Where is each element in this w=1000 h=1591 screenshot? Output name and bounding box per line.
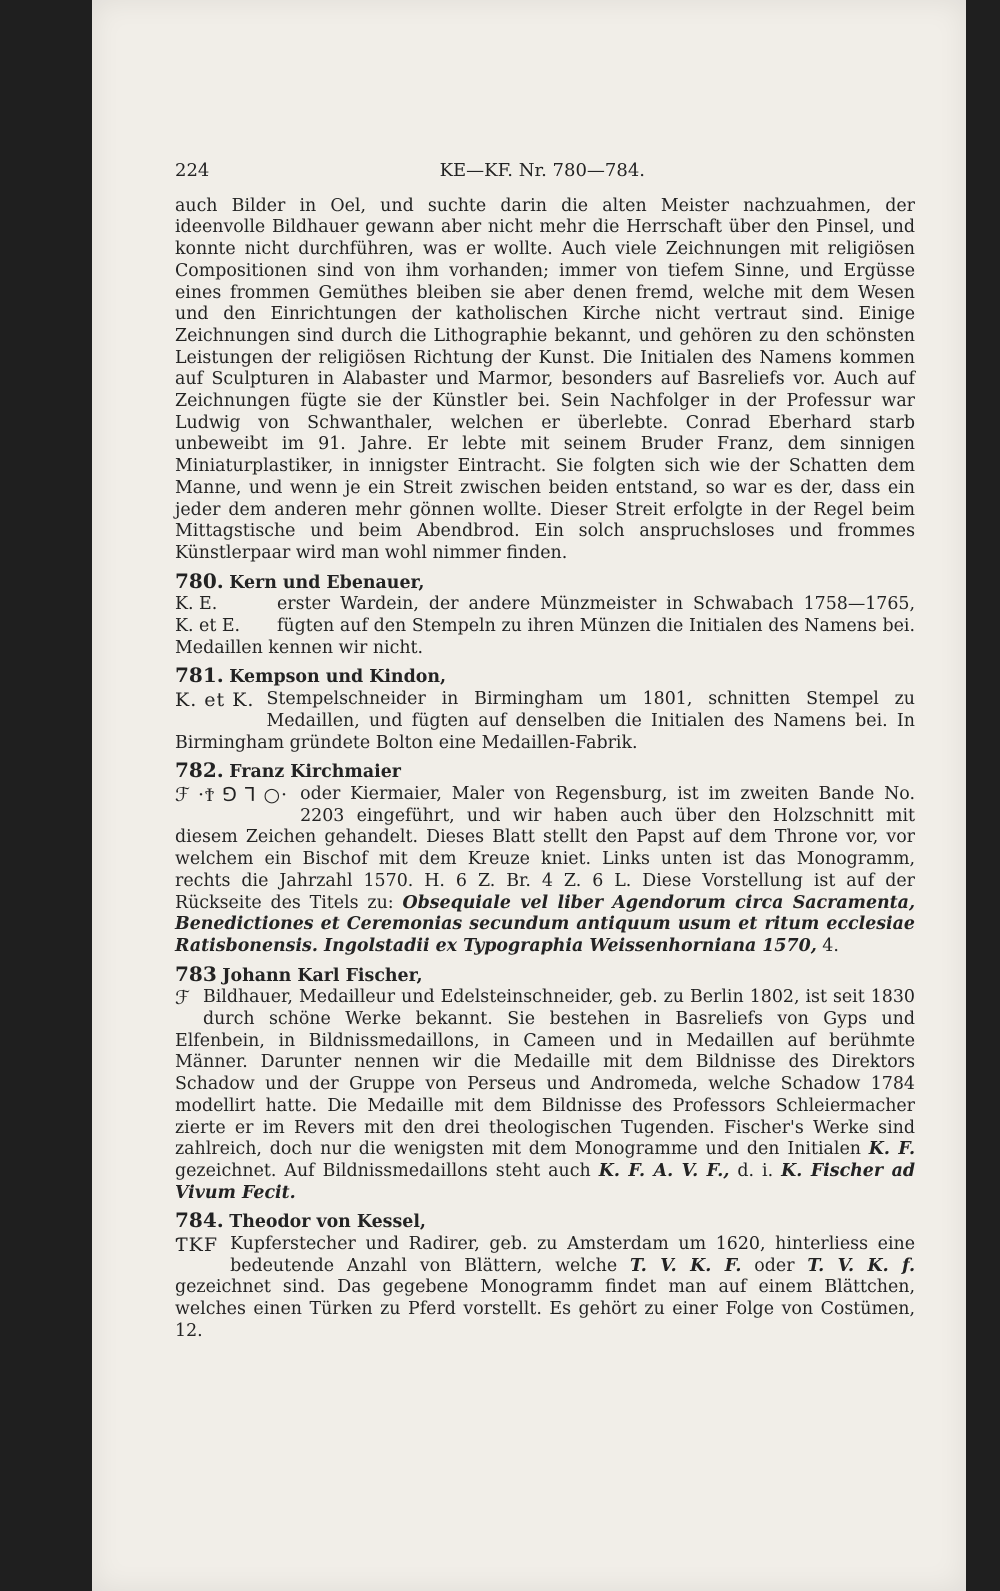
monogram: ƬKF (175, 1234, 219, 1257)
entry-text: Stempelschneider in Birmingham um 1801, schnitten Stempel zu Medaillen, und fügten auf denselben die Initialen des Namens bei. In Birmingham gründete Bolton eine Medaillen-Fabrik. (175, 689, 915, 753)
entry-name: Johann Karl Fischer, (222, 965, 423, 986)
entry-text-end: 4. (822, 935, 839, 956)
monogram-line: K. E. (175, 594, 218, 615)
entry-number: 783 (175, 961, 217, 986)
entry-text: oder (754, 1255, 795, 1276)
entry-text: oder Kiermaier, Maler von Regensburg, ist im zweiten Bande No. 2203 eingeführt, und wir haben auch über den Holzschnitt mit diesem Zeichen gehandelt. Dieses Blatt stellt den Papst auf dem Throne vor, vor welchem ein Bischof mit dem Kreuze kniet. Links unten ist das Monogramm, rechts die Jahrzahl 1570. H. 6 Z. Br. 4 Z. 6 L. Diese Vorstellung ist auf der Rückseite des Titels zu: (175, 783, 915, 913)
entry-text: erster Wardein, der andere Münzmeister in Schwabach 1758—1765, fügten auf den Stempeln zu ihren Münzen die Initialen des Namens bei. Medaillen kennen wir nicht. (175, 594, 915, 658)
running-title: KE—KF. Nr. 780—784. (439, 160, 645, 181)
entry-784 (175, 1210, 915, 1342)
entry-name: Kern und Ebenauer, (229, 572, 425, 593)
monogram: K. et K. (175, 689, 255, 712)
entry-name: Franz Kirchmaier (229, 762, 401, 783)
page-number: 224 (175, 160, 210, 181)
initials: T. V. K. F. (630, 1255, 742, 1276)
monogram: ℱ ·Ϯ ⅁ ⅂ ○· (175, 783, 289, 806)
page-header (175, 160, 645, 182)
book-page (92, 0, 966, 1591)
book-title: Obsequiale vel liber Agendorum circa Sacramenta, Benedictiones et Ceremonias secundum antiquum usum et ritum ecclesiae Ratisbonensis. Ingolstadii ex Typographia Weissenhorniana 1570, (175, 892, 916, 956)
entry-text: gezeichnet sind. Das gegebene Monogramm findet man auf einem Blättchen, welches einen Türken zu Pferd vorstellt. Es gehört zu einer Folge von Costümen, 12. (175, 1277, 915, 1341)
monogram-line: K. et E. (175, 616, 241, 637)
entry-text: Kupferstecher und Radirer, geb. zu Amsterdam um 1620, hinterliess eine bedeutende Anzahl von Blättern, welche (230, 1234, 915, 1276)
entry-number: 781. (175, 663, 224, 688)
entry-number: 780. (175, 568, 224, 593)
entry-name: Kempson und Kindon, (229, 667, 447, 688)
entry-782 (175, 760, 915, 957)
initials: T. V. K. f. (807, 1255, 916, 1276)
entry-text: d. i. (737, 1160, 774, 1181)
monogram: ℱ (175, 987, 191, 1010)
entry-text: gezeichnet. Auf Bildnissmedaillons steht auch (175, 1160, 591, 1181)
entry-781 (175, 665, 915, 754)
entry-780 (175, 568, 915, 660)
signature-text: K. Fischer ad Vivum Fecit. (175, 1160, 915, 1203)
page-text (175, 160, 915, 1343)
monogram-group (175, 594, 271, 637)
entry-number: 782. (175, 758, 224, 783)
entry-number: 784. (175, 1208, 224, 1233)
intro-paragraph: auch Bilder in Oel, und suchte darin die alten Meister nachzuahmen, der ideenvolle Bildhauer gewann aber nicht mehr die Herrschaft über den Pinsel, und konnte nicht durchführen, was er wollte. Auch viele Zeichnungen mit religiösen Compositionen sind von ihm vorhanden; immer von tiefem Sinne, und Ergüsse eines frommen Gemüthes bleiben sie aber denen fremd, welche mit dem Wesen und den Einrichtungen der katholischen Kirche nicht vertraut sind. Einige Zeichnungen sind durch die Lithographie bekannt, und gehören zu den schönsten Leistungen der religiösen Richtung der Kunst. Die Initialen des Namens kommen auf Sculpturen in Alabaster und Marmor, besonders auf Basreliefs vor. Auch auf Zeichnungen fügte sie der Künstler bei. Sein Nachfolger in der Professur war Ludwig von Schwanthaler, welchen er überlebte. Conrad Eberhard starb unbeweibt im 91. Jahre. Er lebte mit seinem Bruder Franz, dem sinnigen Miniaturplastiker, in innigster Eintracht. Sie folgten sich wie der Schatten dem Manne, und wenn je ein Streit zwischen beiden entstand, so war es der, dass ein jeder dem anderen mehr gönnen wollte. Dieser Streit erfolgte in der Regel beim Mittagstische und beim Abendbrod. Ein solch anspruchsloses und frommes Künstlerpaar wird man wohl nimmer finden. (175, 195, 915, 563)
initials: K. F. A. V. F., (598, 1160, 730, 1181)
entry-text: Bildhauer, Medailleur und Edelsteinschneider, geb. zu Berlin 1802, ist seit 1830 durch schöne Werke bekannt. Sie bestehen in Basreliefs von Gyps und Elfenbein, in Bildnissmedaillons, in Cameen und in Medaillen auf berühmte Männer. Darunter nennen wir die Medaille mit dem Bildnisse des Direktors Schadow und der Gruppe von Perseus und Andromeda, welche Schadow 1784 modellirt hatte. Die Medaille mit dem Bildnisse des Professors Schleiermacher zierte er im Revers mit den drei theologischen Tugenden. Fischer's Werke sind zahlreich, doch nur die wenigsten mit dem Monogramme und den Initialen (175, 987, 915, 1160)
entry-name: Theodor von Kessel, (229, 1212, 426, 1233)
entry-783 (175, 961, 915, 1205)
initials: K. F. (868, 1139, 915, 1160)
